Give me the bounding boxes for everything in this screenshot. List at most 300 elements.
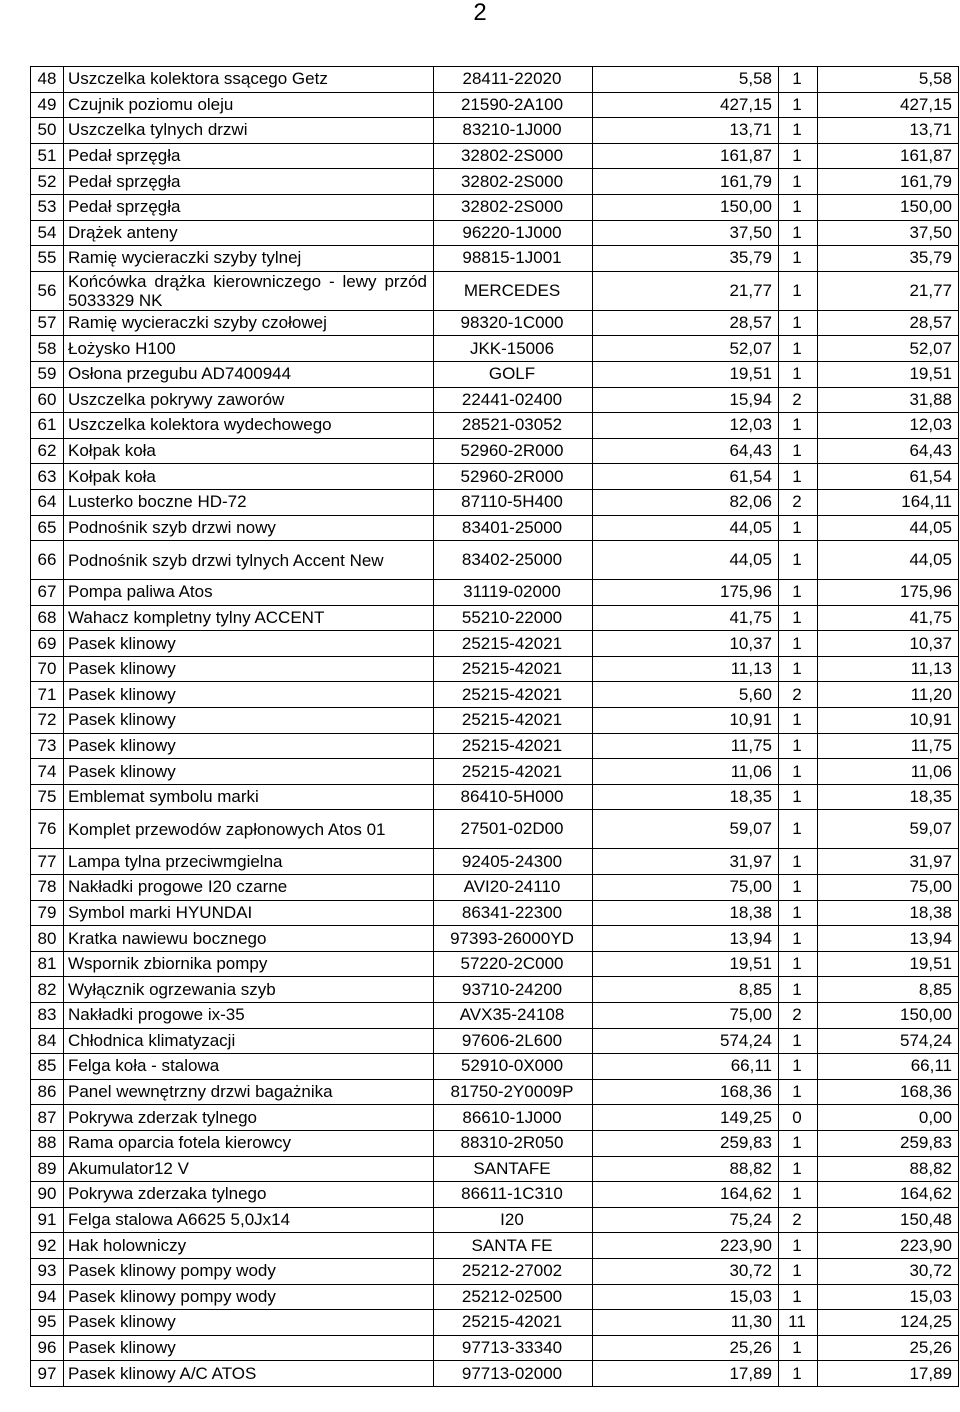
part-name: Pasek klinowy [64,759,434,785]
unit-price: 11,75 [593,733,779,759]
quantity: 1 [779,875,818,901]
row-number: 90 [31,1182,64,1208]
row-number: 63 [31,464,64,490]
line-total: 150,00 [818,194,959,220]
part-code: 96220-1J000 [434,220,593,246]
table-row [31,464,959,490]
part-name: Czujnik poziomu oleju [64,92,434,118]
quantity: 2 [779,387,818,413]
part-code: 98320-1C000 [434,310,593,336]
part-code: 32802-2S000 [434,169,593,195]
table-row [31,1284,959,1310]
table-row [31,1130,959,1156]
unit-price: 18,35 [593,784,779,810]
row-number: 59 [31,361,64,387]
quantity: 1 [779,246,818,272]
quantity: 1 [779,541,818,580]
parts-table-body [31,67,959,1387]
line-total: 427,15 [818,92,959,118]
unit-price: 574,24 [593,1028,779,1054]
part-code: 92405-24300 [434,849,593,875]
unit-price: 17,89 [593,1361,779,1387]
unit-price: 61,54 [593,464,779,490]
table-row [31,605,959,631]
part-code: 97713-33340 [434,1335,593,1361]
part-name: Kołpak koła [64,438,434,464]
quantity: 2 [779,489,818,515]
quantity: 1 [779,1156,818,1182]
row-number: 56 [31,271,64,310]
part-code: AVX35-24108 [434,1003,593,1029]
table-row [31,438,959,464]
quantity: 1 [779,118,818,144]
part-name: Pasek klinowy [64,733,434,759]
row-number: 60 [31,387,64,413]
unit-price: 5,60 [593,682,779,708]
part-name: Pasek klinowy [64,1310,434,1336]
part-code: 28521-03052 [434,413,593,439]
line-total: 168,36 [818,1079,959,1105]
row-number: 91 [31,1207,64,1233]
table-row [31,875,959,901]
unit-price: 223,90 [593,1233,779,1259]
line-total: 18,35 [818,784,959,810]
part-code: 22441-02400 [434,387,593,413]
part-code: 55210-22000 [434,605,593,631]
line-total: 75,00 [818,875,959,901]
part-name: Podnośnik szyb drzwi nowy [64,515,434,541]
unit-price: 59,07 [593,810,779,849]
line-total: 61,54 [818,464,959,490]
line-total: 18,38 [818,900,959,926]
part-code: 27501-02D00 [434,810,593,849]
part-name: Symbol marki HYUNDAI [64,900,434,926]
line-total: 0,00 [818,1105,959,1131]
part-name [64,810,434,849]
part-code: 86611-1C310 [434,1182,593,1208]
table-row [31,1335,959,1361]
table-row [31,336,959,362]
part-code: 25215-42021 [434,1310,593,1336]
table-row [31,1258,959,1284]
unit-price: 37,50 [593,220,779,246]
table-row [31,1028,959,1054]
line-total: 150,00 [818,1003,959,1029]
table-row [31,246,959,272]
part-name: Kołpak koła [64,464,434,490]
line-total: 25,26 [818,1335,959,1361]
row-number: 93 [31,1258,64,1284]
part-name: Uszczelka pokrywy zaworów [64,387,434,413]
table-row [31,118,959,144]
line-total: 13,94 [818,926,959,952]
quantity: 1 [779,515,818,541]
row-number: 58 [31,336,64,362]
quantity: 1 [779,220,818,246]
unit-price: 64,43 [593,438,779,464]
row-number: 81 [31,951,64,977]
part-name: Rama oparcia fotela kierowcy [64,1130,434,1156]
part-code: 28411-22020 [434,67,593,93]
part-name: Panel wewnętrzny drzwi bagażnika [64,1079,434,1105]
part-name: Akumulator12 V [64,1156,434,1182]
line-total: 161,79 [818,169,959,195]
table-row [31,67,959,93]
quantity: 1 [779,464,818,490]
table-row [31,849,959,875]
part-name: Lampa tylna przeciwmgielna [64,849,434,875]
quantity: 1 [779,143,818,169]
quantity: 1 [779,361,818,387]
row-number: 71 [31,682,64,708]
table-row [31,1054,959,1080]
table-row [31,310,959,336]
line-total: 10,91 [818,708,959,734]
quantity: 1 [779,92,818,118]
row-number: 94 [31,1284,64,1310]
part-code: 25215-42021 [434,759,593,785]
part-name: Drążek anteny [64,220,434,246]
quantity: 1 [779,1258,818,1284]
row-number: 83 [31,1003,64,1029]
part-name: Uszczelka kolektora ssącego Getz [64,67,434,93]
table-row [31,169,959,195]
line-total: 19,51 [818,361,959,387]
unit-price: 28,57 [593,310,779,336]
part-name: Ramię wycieraczki szyby czołowej [64,310,434,336]
row-number: 61 [31,413,64,439]
part-code: 97606-2L600 [434,1028,593,1054]
line-total: 164,11 [818,489,959,515]
row-number: 69 [31,631,64,657]
quantity: 1 [779,951,818,977]
row-number: 57 [31,310,64,336]
part-code: 81750-2Y0009P [434,1079,593,1105]
part-name: Pedał sprzęgła [64,194,434,220]
part-name [64,271,434,310]
table-row [31,92,959,118]
part-name: Lusterko boczne HD-72 [64,489,434,515]
unit-price: 5,58 [593,67,779,93]
row-number: 65 [31,515,64,541]
part-name: Uszczelka kolektora wydechowego [64,413,434,439]
quantity: 2 [779,1207,818,1233]
part-name-text: Końcówka drążka kierowniczego - lewy przód 5033329 NK [68,271,427,310]
unit-price: 44,05 [593,515,779,541]
row-number: 54 [31,220,64,246]
part-code: 93710-24200 [434,977,593,1003]
table-row [31,515,959,541]
part-name: Pasek klinowy A/C ATOS [64,1361,434,1387]
part-code: 25215-42021 [434,682,593,708]
row-number: 76 [31,810,64,849]
unit-price: 75,00 [593,875,779,901]
part-code: 57220-2C000 [434,951,593,977]
quantity: 1 [779,708,818,734]
table-row [31,361,959,387]
part-code: MERCEDES [434,271,593,310]
table-row [31,1003,959,1029]
part-code: 83210-1J000 [434,118,593,144]
part-code: 25215-42021 [434,656,593,682]
unit-price: 41,75 [593,605,779,631]
line-total: 11,13 [818,656,959,682]
line-total: 31,97 [818,849,959,875]
line-total: 13,71 [818,118,959,144]
part-name: Hak holowniczy [64,1233,434,1259]
unit-price: 11,06 [593,759,779,785]
row-number: 70 [31,656,64,682]
table-row [31,631,959,657]
part-code: 98815-1J001 [434,246,593,272]
part-name: Pasek klinowy [64,631,434,657]
line-total: 52,07 [818,336,959,362]
unit-price: 175,96 [593,580,779,606]
row-number: 96 [31,1335,64,1361]
unit-price: 88,82 [593,1156,779,1182]
part-name: Pokrywa zderzaka tylnego [64,1182,434,1208]
table-row [31,708,959,734]
row-number: 51 [31,143,64,169]
line-total: 12,03 [818,413,959,439]
page-number: 2 [473,0,487,26]
part-name: Pasek klinowy [64,708,434,734]
table-row [31,656,959,682]
part-code: 52910-0X000 [434,1054,593,1080]
line-total: 66,11 [818,1054,959,1080]
unit-price: 12,03 [593,413,779,439]
row-number: 84 [31,1028,64,1054]
row-number: 79 [31,900,64,926]
row-number: 67 [31,580,64,606]
line-total: 5,58 [818,67,959,93]
quantity: 1 [779,194,818,220]
line-total: 175,96 [818,580,959,606]
unit-price: 149,25 [593,1105,779,1131]
table-row [31,682,959,708]
part-name: Uszczelka tylnych drzwi [64,118,434,144]
part-code: 88310-2R050 [434,1130,593,1156]
row-number: 85 [31,1054,64,1080]
quantity: 1 [779,1028,818,1054]
table-row [31,1310,959,1336]
quantity: 1 [779,759,818,785]
line-total: 11,20 [818,682,959,708]
part-code: JKK-15006 [434,336,593,362]
line-total: 17,89 [818,1361,959,1387]
row-number: 53 [31,194,64,220]
part-code: SANTAFE [434,1156,593,1182]
part-name: Pasek klinowy [64,656,434,682]
line-total: 8,85 [818,977,959,1003]
part-name: Kratka nawiewu bocznego [64,926,434,952]
table-row [31,1361,959,1387]
part-code: 25215-42021 [434,733,593,759]
row-number: 72 [31,708,64,734]
table-row [31,759,959,785]
line-total: 31,88 [818,387,959,413]
quantity: 1 [779,631,818,657]
line-total: 44,05 [818,515,959,541]
table-row [31,220,959,246]
quantity: 1 [779,900,818,926]
line-total: 19,51 [818,951,959,977]
row-number: 75 [31,784,64,810]
part-name: Felga koła - stalowa [64,1054,434,1080]
table-row [31,733,959,759]
line-total: 59,07 [818,810,959,849]
part-code: 25215-42021 [434,631,593,657]
table-row [31,1105,959,1131]
table-row [31,143,959,169]
part-code: I20 [434,1207,593,1233]
quantity: 0 [779,1105,818,1131]
unit-price: 11,30 [593,1310,779,1336]
unit-price: 13,71 [593,118,779,144]
quantity: 1 [779,413,818,439]
quantity: 1 [779,336,818,362]
unit-price: 161,87 [593,143,779,169]
unit-price: 164,62 [593,1182,779,1208]
quantity: 1 [779,1130,818,1156]
unit-price: 25,26 [593,1335,779,1361]
part-name: Wspornik zbiornika pompy [64,951,434,977]
table-row [31,1233,959,1259]
line-total: 64,43 [818,438,959,464]
line-total: 574,24 [818,1028,959,1054]
row-number: 86 [31,1079,64,1105]
row-number: 55 [31,246,64,272]
part-code: AVI20-24110 [434,875,593,901]
row-number: 50 [31,118,64,144]
table-row [31,926,959,952]
part-name: Chłodnica klimatyzacji [64,1028,434,1054]
unit-price: 19,51 [593,951,779,977]
table-row [31,784,959,810]
row-number: 95 [31,1310,64,1336]
part-code: 25212-27002 [434,1258,593,1284]
part-code: GOLF [434,361,593,387]
row-number: 82 [31,977,64,1003]
part-name: Pasek klinowy pompy wody [64,1258,434,1284]
row-number: 64 [31,489,64,515]
quantity: 1 [779,310,818,336]
part-code: 25215-42021 [434,708,593,734]
unit-price: 150,00 [593,194,779,220]
quantity: 1 [779,656,818,682]
unit-price: 75,24 [593,1207,779,1233]
table-row [31,194,959,220]
quantity: 1 [779,67,818,93]
part-name: Pedał sprzęgła [64,143,434,169]
quantity: 1 [779,1079,818,1105]
table-row [31,900,959,926]
line-total: 124,25 [818,1310,959,1336]
parts-table [30,66,959,1387]
unit-price: 259,83 [593,1130,779,1156]
quantity: 11 [779,1310,818,1336]
line-total: 164,62 [818,1182,959,1208]
part-name: Osłona przegubu AD7400944 [64,361,434,387]
table-row [31,271,959,310]
table-row [31,977,959,1003]
line-total: 259,83 [818,1130,959,1156]
row-number: 87 [31,1105,64,1131]
unit-price: 44,05 [593,541,779,580]
quantity: 1 [779,271,818,310]
quantity: 1 [779,926,818,952]
part-code: 86341-22300 [434,900,593,926]
line-total: 88,82 [818,1156,959,1182]
part-code: 21590-2A100 [434,92,593,118]
line-total: 11,75 [818,733,959,759]
part-name: Pasek klinowy [64,1335,434,1361]
part-code: 86410-5H000 [434,784,593,810]
part-code: 83401-25000 [434,515,593,541]
quantity: 1 [779,1182,818,1208]
part-code: 97713-02000 [434,1361,593,1387]
table-row [31,387,959,413]
part-name-text: Komplet przewodów zapłonowych Atos 01 [68,819,386,839]
unit-price: 15,03 [593,1284,779,1310]
part-code: 32802-2S000 [434,194,593,220]
row-number: 88 [31,1130,64,1156]
quantity: 1 [779,849,818,875]
quantity: 1 [779,438,818,464]
table-row [31,810,959,849]
line-total: 21,77 [818,271,959,310]
line-total: 15,03 [818,1284,959,1310]
line-total: 44,05 [818,541,959,580]
table-row [31,580,959,606]
part-code: 52960-2R000 [434,438,593,464]
row-number: 66 [31,541,64,580]
line-total: 35,79 [818,246,959,272]
quantity: 1 [779,169,818,195]
unit-price: 10,91 [593,708,779,734]
row-number: 77 [31,849,64,875]
part-name: Nakładki progowe ix-35 [64,1003,434,1029]
unit-price: 8,85 [593,977,779,1003]
unit-price: 75,00 [593,1003,779,1029]
line-total: 161,87 [818,143,959,169]
unit-price: 18,38 [593,900,779,926]
line-total: 37,50 [818,220,959,246]
table-row [31,489,959,515]
unit-price: 52,07 [593,336,779,362]
unit-price: 10,37 [593,631,779,657]
table-row [31,1079,959,1105]
unit-price: 161,79 [593,169,779,195]
quantity: 1 [779,977,818,1003]
quantity: 1 [779,1233,818,1259]
row-number: 48 [31,67,64,93]
row-number: 92 [31,1233,64,1259]
line-total: 150,48 [818,1207,959,1233]
line-total: 10,37 [818,631,959,657]
part-name: Nakładki progowe I20 czarne [64,875,434,901]
part-name: Pompa paliwa Atos [64,580,434,606]
row-number: 49 [31,92,64,118]
unit-price: 21,77 [593,271,779,310]
row-number: 62 [31,438,64,464]
unit-price: 35,79 [593,246,779,272]
part-code: 83402-25000 [434,541,593,580]
line-total: 223,90 [818,1233,959,1259]
part-name: Wahacz kompletny tylny ACCENT [64,605,434,631]
part-name: Felga stalowa A6625 5,0Jx14 [64,1207,434,1233]
quantity: 1 [779,1054,818,1080]
